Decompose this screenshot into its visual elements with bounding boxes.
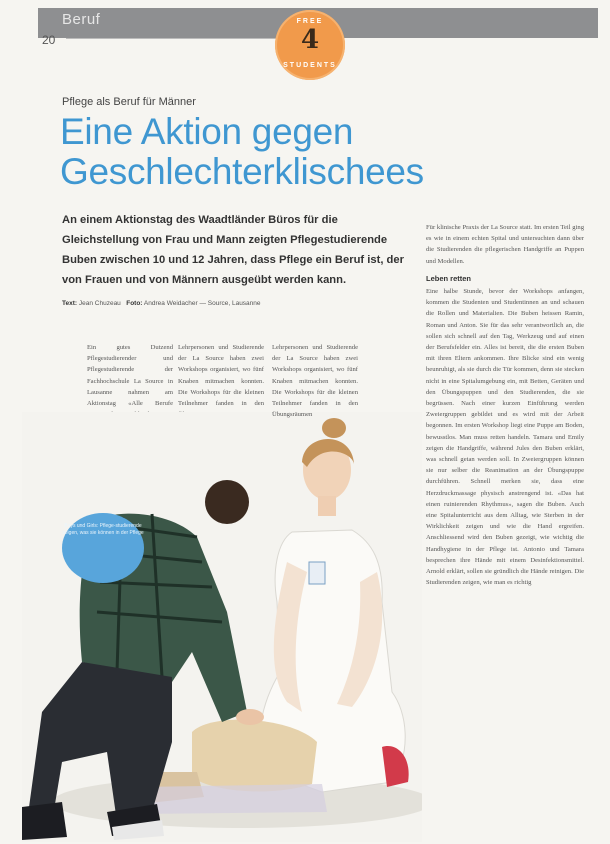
- body-column-3: [272, 342, 358, 420]
- credits-photo-label: Foto:: [126, 300, 143, 307]
- credits-text: Jean Chuzeau: [78, 300, 121, 307]
- article-credits: [62, 300, 422, 307]
- article-lead: An einem Aktionstag des Waadtländer Büros für die Gleichstellung von Frau und Mann zeigten Pflegestudierende Buben zwischen 10 und 12 Jahren, dass Pflege ein Beruf ist, der von Frauen und von Männern ausgeübt werden kann.: [62, 214, 404, 286]
- column-3-text: Lehrpersonen und Studierende der La Source haben zwei Workshops organisiert, wo fünf Knaben mitmachen konnten. Die Workshops für die kleinen Teilnehmer fanden in den Übungsräumen: [272, 344, 358, 419]
- article-title: [60, 112, 560, 192]
- badge-top-text: FREE: [296, 18, 324, 25]
- body-column-1: Ein gutes Dutzend Pflegestudierender und Pflegestudierende der Fachhochschule La Source in Lausanne nahmen am Aktionstag «Alle Berufe: [87, 344, 173, 408]
- section-title: Beruf: [62, 11, 101, 28]
- subhead-leben-retten: Leben retten: [426, 273, 472, 283]
- credits-text-label: Text:: [62, 300, 78, 307]
- photo-caption-text: Boys und Girls: Pflege-studierende zeigen, was sie können in der Pflege: [62, 523, 144, 536]
- badge-number: 4: [300, 25, 320, 55]
- body-column-2: Lehrpersonen und Studierende der La Source haben zwei Workshops organisiert, wo fünf Knaben mitmachen konnten. Die Workshops für die kleinen Teilnehmer fanden in den: [178, 344, 264, 408]
- credits-photo: Andrea Weidacher — Source, Lausanne: [143, 300, 261, 307]
- body-column-right: [426, 222, 584, 589]
- running-header-rule: [66, 38, 276, 39]
- cpr-training-photo: [22, 412, 422, 842]
- title-line-1: Eine Aktion gegen: [60, 111, 354, 152]
- column-right-intro: Für klinische Praxis der La Source statt. Im ersten Teil ging es wie in einem echten Spital und untersuchten dann über die Studierenden die pflegerischen Handgriffe an Puppen und Modellen.: [426, 224, 584, 265]
- column-right-text: Eine halbe Stunde, bevor der Workshops anfangen, kommen die Studenten und Studentinnen an und schauen die Rollen und Materialien. Die Buben heissen Ramin, Roman und Anton. Sie für das sehr verantwortlich an, die sollen sich schnell auf den Tag, Werkzeug und auf einen der Berufsfelder ein. Alles ist bereit, die die ersten Buben mit ihren Eltern ankommen. Ihre Blicke sind ein wenig beunruhigt, als sie durch die Tür kommen, denn sie stecken nicht in eine Spitalumgebung ein, mit Betten, Geräten und den Übungspuppen und den Studierenden, die sie begrüssen. Nach einer kurzen Einführung werden Zweiergruppen gebildet und es wird mit der Arbeit begonnen. Im ersten Workshop liegt eine Puppe am Boden, bewusstlos. Man muss retten handeln. Tamara und Emily zeigen die Handgriffe, während Jules den Buben erklärt, was schnell getan werden soll. In Zweiergruppen können sie nur selber die Reanimation an der Übungspuppe durchführen. Schnell merken sie, dass eine Herzdruckmassage physisch anstrengend ist. «Das hat einen ruinierenden Rhythmus», sagen die Buben. Auch eine Spitalunterricht aus dem Alltag, wie Sterben in der Wirklichkeit zeigen und wie die Hand ergreifen. Anschliessend wird den Buben gezeigt, wie wichtig die Handhygiene in der Pflege ist. Antonio und Tamara besprechen ihre Hände mit einem Desinfektionsmittel. Arnold erklärt, sollen sie gründlich die Hände reinigen. Die Studierenden zeigen, wie man es richtig: [426, 288, 584, 587]
- free-students-badge: [275, 10, 345, 80]
- article-kicker: Pflege als Beruf für Männer: [62, 96, 196, 108]
- title-line-2: Geschlechterklischees: [60, 151, 424, 192]
- photo-caption-bubble: [62, 513, 144, 583]
- badge-bottom-text: STUDENTS: [283, 62, 337, 69]
- page-number: 20: [42, 33, 56, 47]
